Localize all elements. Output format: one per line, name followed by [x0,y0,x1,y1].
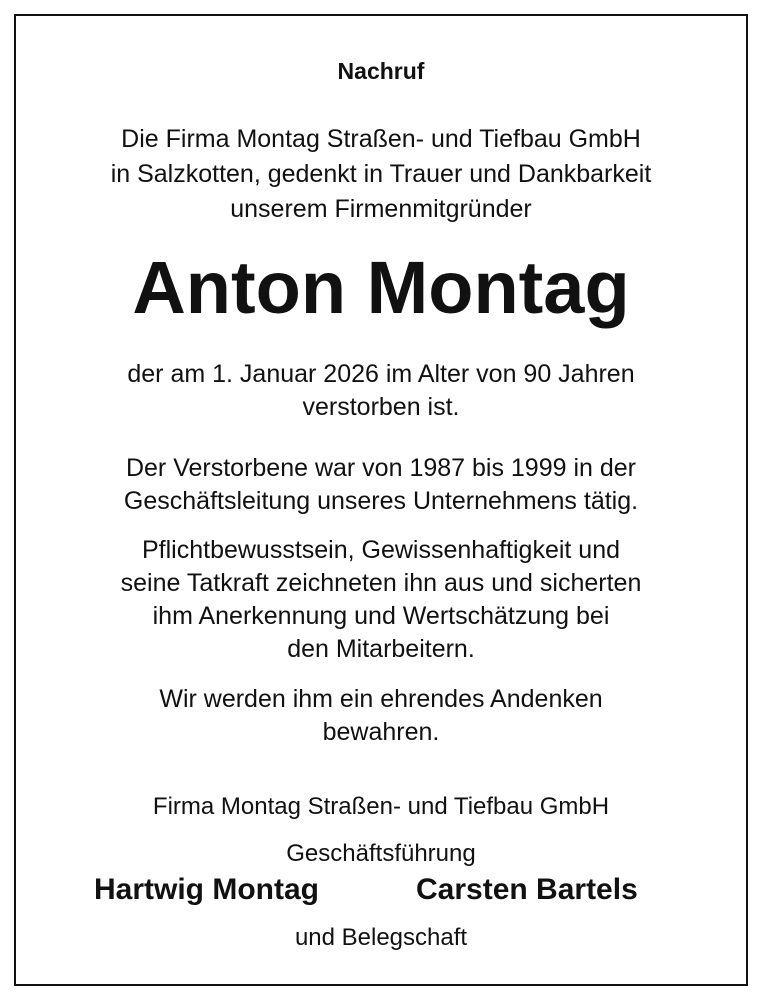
signers [14,873,748,913]
tribute-text [14,534,748,666]
deceased-name: Anton Montag [132,246,630,329]
tribute-line: seine Tatkraft zeichneten ihn aus und sicherten [120,569,642,597]
tribute-line: den Mitarbeitern. [287,635,475,663]
tribute-line: Pflichtbewusstsein, Gewissenhaftigkeit und [141,536,621,564]
signer-name: Hartwig Montag [94,873,319,906]
staff-line: und Belegschaft [294,924,468,951]
closing-line: bewahren. [322,718,440,746]
intro-line: in Salzkotten, gedenkt in Trauer und Dankbarkeit [110,160,652,188]
intro-text [14,122,748,227]
management-label: Geschäftsführung [286,840,476,867]
closing-line: Wir werden ihm ein ehrendes Andenken [159,685,603,713]
death-line: der am 1. Januar 2026 im Alter von 90 Jahren [127,360,635,388]
career-line: Geschäftsleitung unseres Unternehmens tätig. [123,487,639,515]
career-line: Der Verstorbene war von 1987 bis 1999 in der [125,454,637,482]
intro-line: Die Firma Montag Straßen- und Tiefbau GmbH [121,125,641,153]
tribute-line: ihm Anerkennung und Wertschätzung bei [152,602,610,630]
company-name: Firma Montag Straßen- und Tiefbau GmbH [152,793,610,820]
death-details [14,358,748,424]
intro-line: unserem Firmenmitgründer [230,195,532,223]
closing-text [14,683,748,749]
signer-name: Carsten Bartels [416,873,638,906]
notice-heading: Nachruf [337,58,425,84]
career-details [14,452,748,518]
death-line: verstorben ist. [302,393,460,421]
